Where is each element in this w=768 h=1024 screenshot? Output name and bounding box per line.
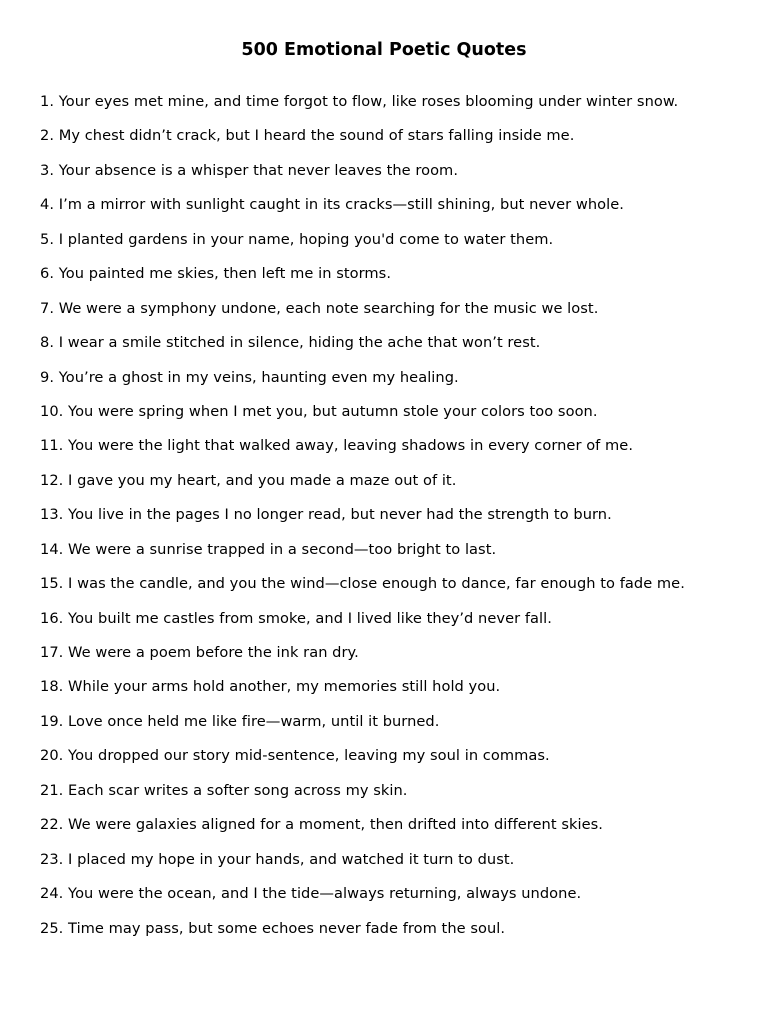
quote-item: 11. You were the light that walked away, leaving shadows in every corner of me. — [40, 437, 634, 455]
quote-item: 20. You dropped our story mid-sentence, leaving my soul in commas. — [40, 747, 550, 765]
quote-item: 6. You painted me skies, then left me in storms. — [40, 265, 392, 283]
quote-item: 3. Your absence is a whisper that never leaves the room. — [40, 161, 459, 179]
quote-item: 4. I’m a mirror with sunlight caught in its cracks—still shining, but never whole. — [40, 196, 624, 214]
quote-item: 23. I placed my hope in your hands, and watched it turn to dust. — [40, 850, 515, 868]
quote-item: 17. We were a poem before the ink ran dry. — [40, 644, 359, 661]
quote-item: 25. Time may pass, but some echoes never fade from the soul. — [40, 919, 506, 937]
quote-item: 7. We were a symphony undone, each note searching for the music we lost. — [40, 299, 599, 317]
quote-item: 2. My chest didn’t crack, but I heard the sound of stars falling inside me. — [40, 127, 575, 145]
quote-item: 19. Love once held me like fire—warm, until it burned. — [40, 712, 440, 730]
quote-item: 24. You were the ocean, and I the tide—always returning, always undone. — [40, 885, 582, 903]
quote-item: 14. We were a sunrise trapped in a second—too bright to last. — [40, 540, 497, 558]
quote-list — [40, 91, 760, 952]
quote-item: 10. You were spring when I met you, but autumn stole your colors too soon. — [40, 402, 598, 420]
quote-item: 8. I wear a smile stitched in silence, hiding the ache that won’t rest. — [40, 334, 541, 352]
quote-item: 13. You live in the pages I no longer read, but never had the strength to burn. — [40, 506, 612, 524]
quote-item: 18. While your arms hold another, my memories still hold you. — [40, 678, 501, 696]
quote-item: 1. Your eyes met mine, and time forgot to flow, like roses blooming under winter snow. — [40, 93, 679, 110]
quote-item: 12. I gave you my heart, and you made a maze out of it. — [40, 471, 457, 489]
quote-item: 21. Each scar writes a softer song across my skin. — [40, 781, 408, 799]
quote-item: 9. You’re a ghost in my veins, haunting even my healing. — [40, 368, 459, 386]
quote-item: 22. We were galaxies aligned for a moment, then drifted into different skies. — [40, 816, 603, 834]
quote-item: 16. You built me castles from smoke, and I lived like they’d never fall. — [40, 609, 552, 627]
page-title: 500 Emotional Poetic Quotes — [241, 40, 527, 60]
quote-item: 15. I was the candle, and you the wind—close enough to dance, far enough to fade me. — [40, 575, 685, 593]
quote-item: 5. I planted gardens in your name, hoping you'd come to water them. — [40, 230, 554, 248]
